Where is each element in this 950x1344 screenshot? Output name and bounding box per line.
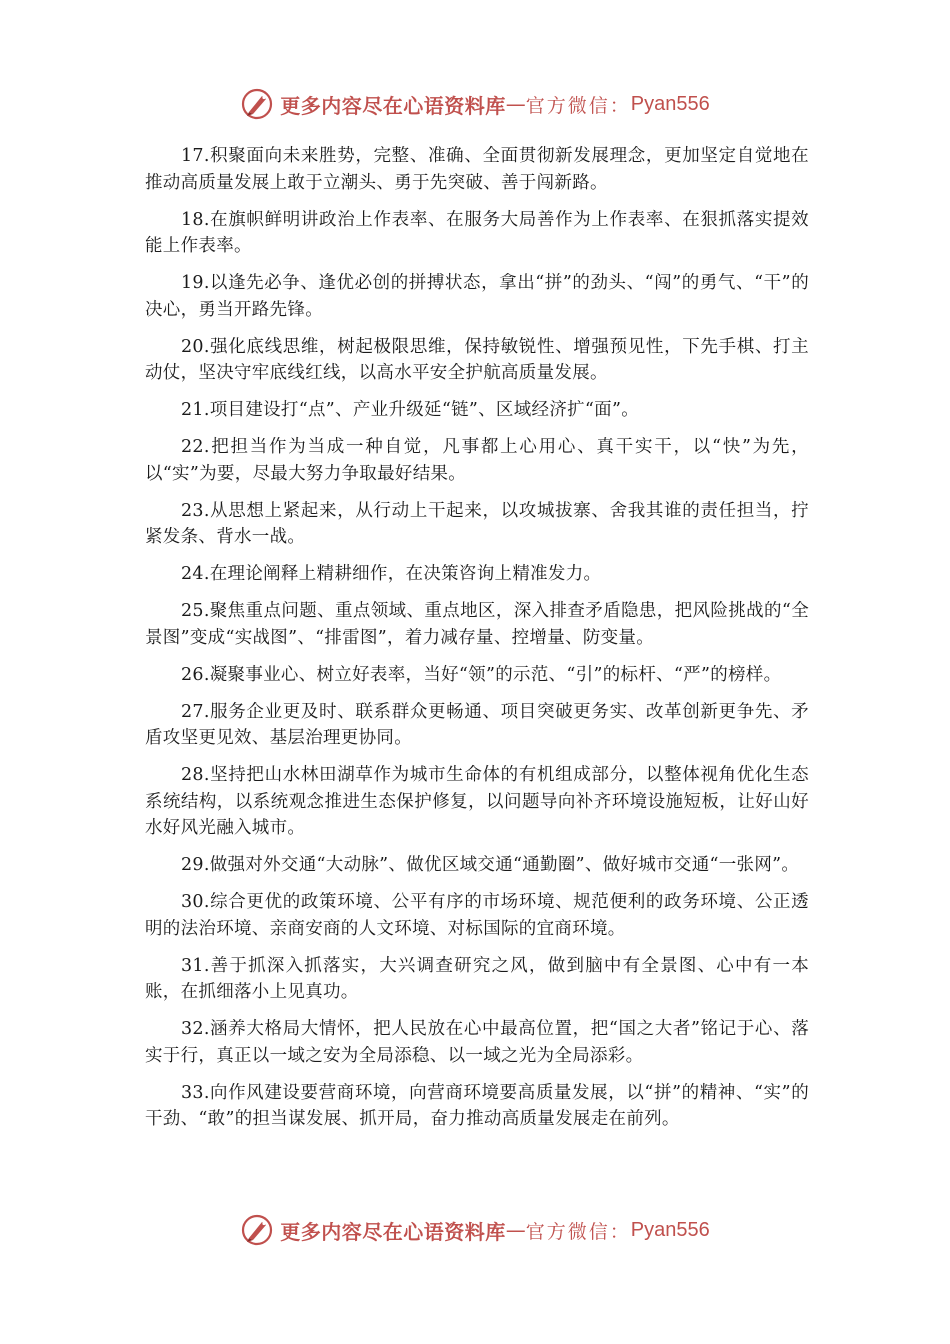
header-banner xyxy=(0,84,950,124)
paragraph-22: 22.把担当作为当成一种自觉，凡事都上心用心、真干实干，以“快”为先，以“实”为要，尽最大努力争取最好结果。 xyxy=(145,437,809,484)
document-body xyxy=(145,143,809,1143)
pen-logo-icon xyxy=(240,1213,274,1247)
paragraph-21: 21.项目建设打“点”、产业升级延“链”、区域经济扩“面”。 xyxy=(181,400,640,420)
footer-banner xyxy=(0,1210,950,1250)
paragraph-33: 33.向作风建设要营商环境，向营商环境要高质量发展，以“拼”的精神、“实”的干劲、“敢”的担当谋发展、抓开局，奋力推动高质量发展走在前列。 xyxy=(145,1082,809,1129)
paragraph-28: 28.坚持把山水林田湖草作为城市生命体的有机组成部分，以整体视角优化生态系统结构，以系统观念推进生态保护修复，以问题导向补齐环境设施短板，让好山好水好风光融入城市。 xyxy=(145,765,809,838)
paragraph-19: 19.以逢先必争、逢优必创的拼搏状态，拿出“拼”的劲头、“闯”的勇气、“干”的决心，勇当开路先锋。 xyxy=(145,273,809,320)
footer-brand: 更多内容尽在心语资料库 xyxy=(280,1219,506,1244)
paragraph-31: 31.善于抓深入抓落实，大兴调查研究之风，做到脑中有全景图、心中有一本账，在抓细落小上见真功。 xyxy=(145,955,809,1002)
paragraph-24: 24.在理论阐释上精耕细作，在决策咨询上精准发力。 xyxy=(181,564,602,584)
paragraph-25: 25.聚焦重点问题、重点领域、重点地区，深入排查矛盾隐患，把风险挑战的“全景图”变成“实战图”、“排雷图”，着力减存量、控增量、防变量。 xyxy=(145,601,809,648)
paragraph-26: 26.凝聚事业心、树立好表率，当好“领”的示范、“引”的标杆、“严”的榜样。 xyxy=(181,664,782,685)
header-brand: 更多内容尽在心语资料库 xyxy=(280,93,506,118)
paragraph-17: 17.积聚面向未来胜势，完整、准确、全面贯彻新发展理念，更加坚定自觉地在推动高质量发展上敢于立潮头、勇于先突破、善于闯新路。 xyxy=(145,146,809,193)
header-wechat-label: 官方微信： xyxy=(525,94,631,117)
pen-logo-icon xyxy=(240,87,274,121)
header-separator: — xyxy=(505,92,526,116)
footer-wechat-id: Pyan556 xyxy=(630,1218,710,1241)
paragraph-20: 20.强化底线思维，树起极限思维，保持敏锐性、增强预见性，下先手棋、打主动仗，坚决守牢底线红线，以高水平安全护航高质量发展。 xyxy=(145,336,809,383)
header-wechat-id: Pyan556 xyxy=(630,92,710,115)
paragraph-32: 32.涵养大格局大情怀，把人民放在心中最高位置，把“国之大者”铭记于心、落实于行，真正以一域之安为全局添稳、以一域之光为全局添彩。 xyxy=(145,1019,809,1066)
paragraph-18: 18.在旗帜鲜明讲政治上作表率、在服务大局善作为上作表率、在狠抓落实提效能上作表率。 xyxy=(145,209,809,256)
paragraph-30: 30.综合更优的政策环境、公平有序的市场环境、规范便利的政务环境、公正透明的法治环境、亲商安商的人文环境、对标国际的宜商环境。 xyxy=(145,892,809,939)
paragraph-27: 27.服务企业更及时、联系群众更畅通、项目突破更务实、改革创新更争先、矛盾攻坚更见效、基层治理更协同。 xyxy=(145,701,809,748)
footer-separator: — xyxy=(505,1218,526,1242)
footer-wechat-label: 官方微信： xyxy=(525,1220,631,1243)
paragraph-29: 29.做强对外交通“大动脉”、做优区域交通“通勤圈”、做好城市交通“一张网”。 xyxy=(181,855,800,875)
paragraph-23: 23.从思想上紧起来，从行动上干起来，以攻城拔寨、舍我其谁的责任担当，拧紧发条、背水一战。 xyxy=(145,500,809,547)
